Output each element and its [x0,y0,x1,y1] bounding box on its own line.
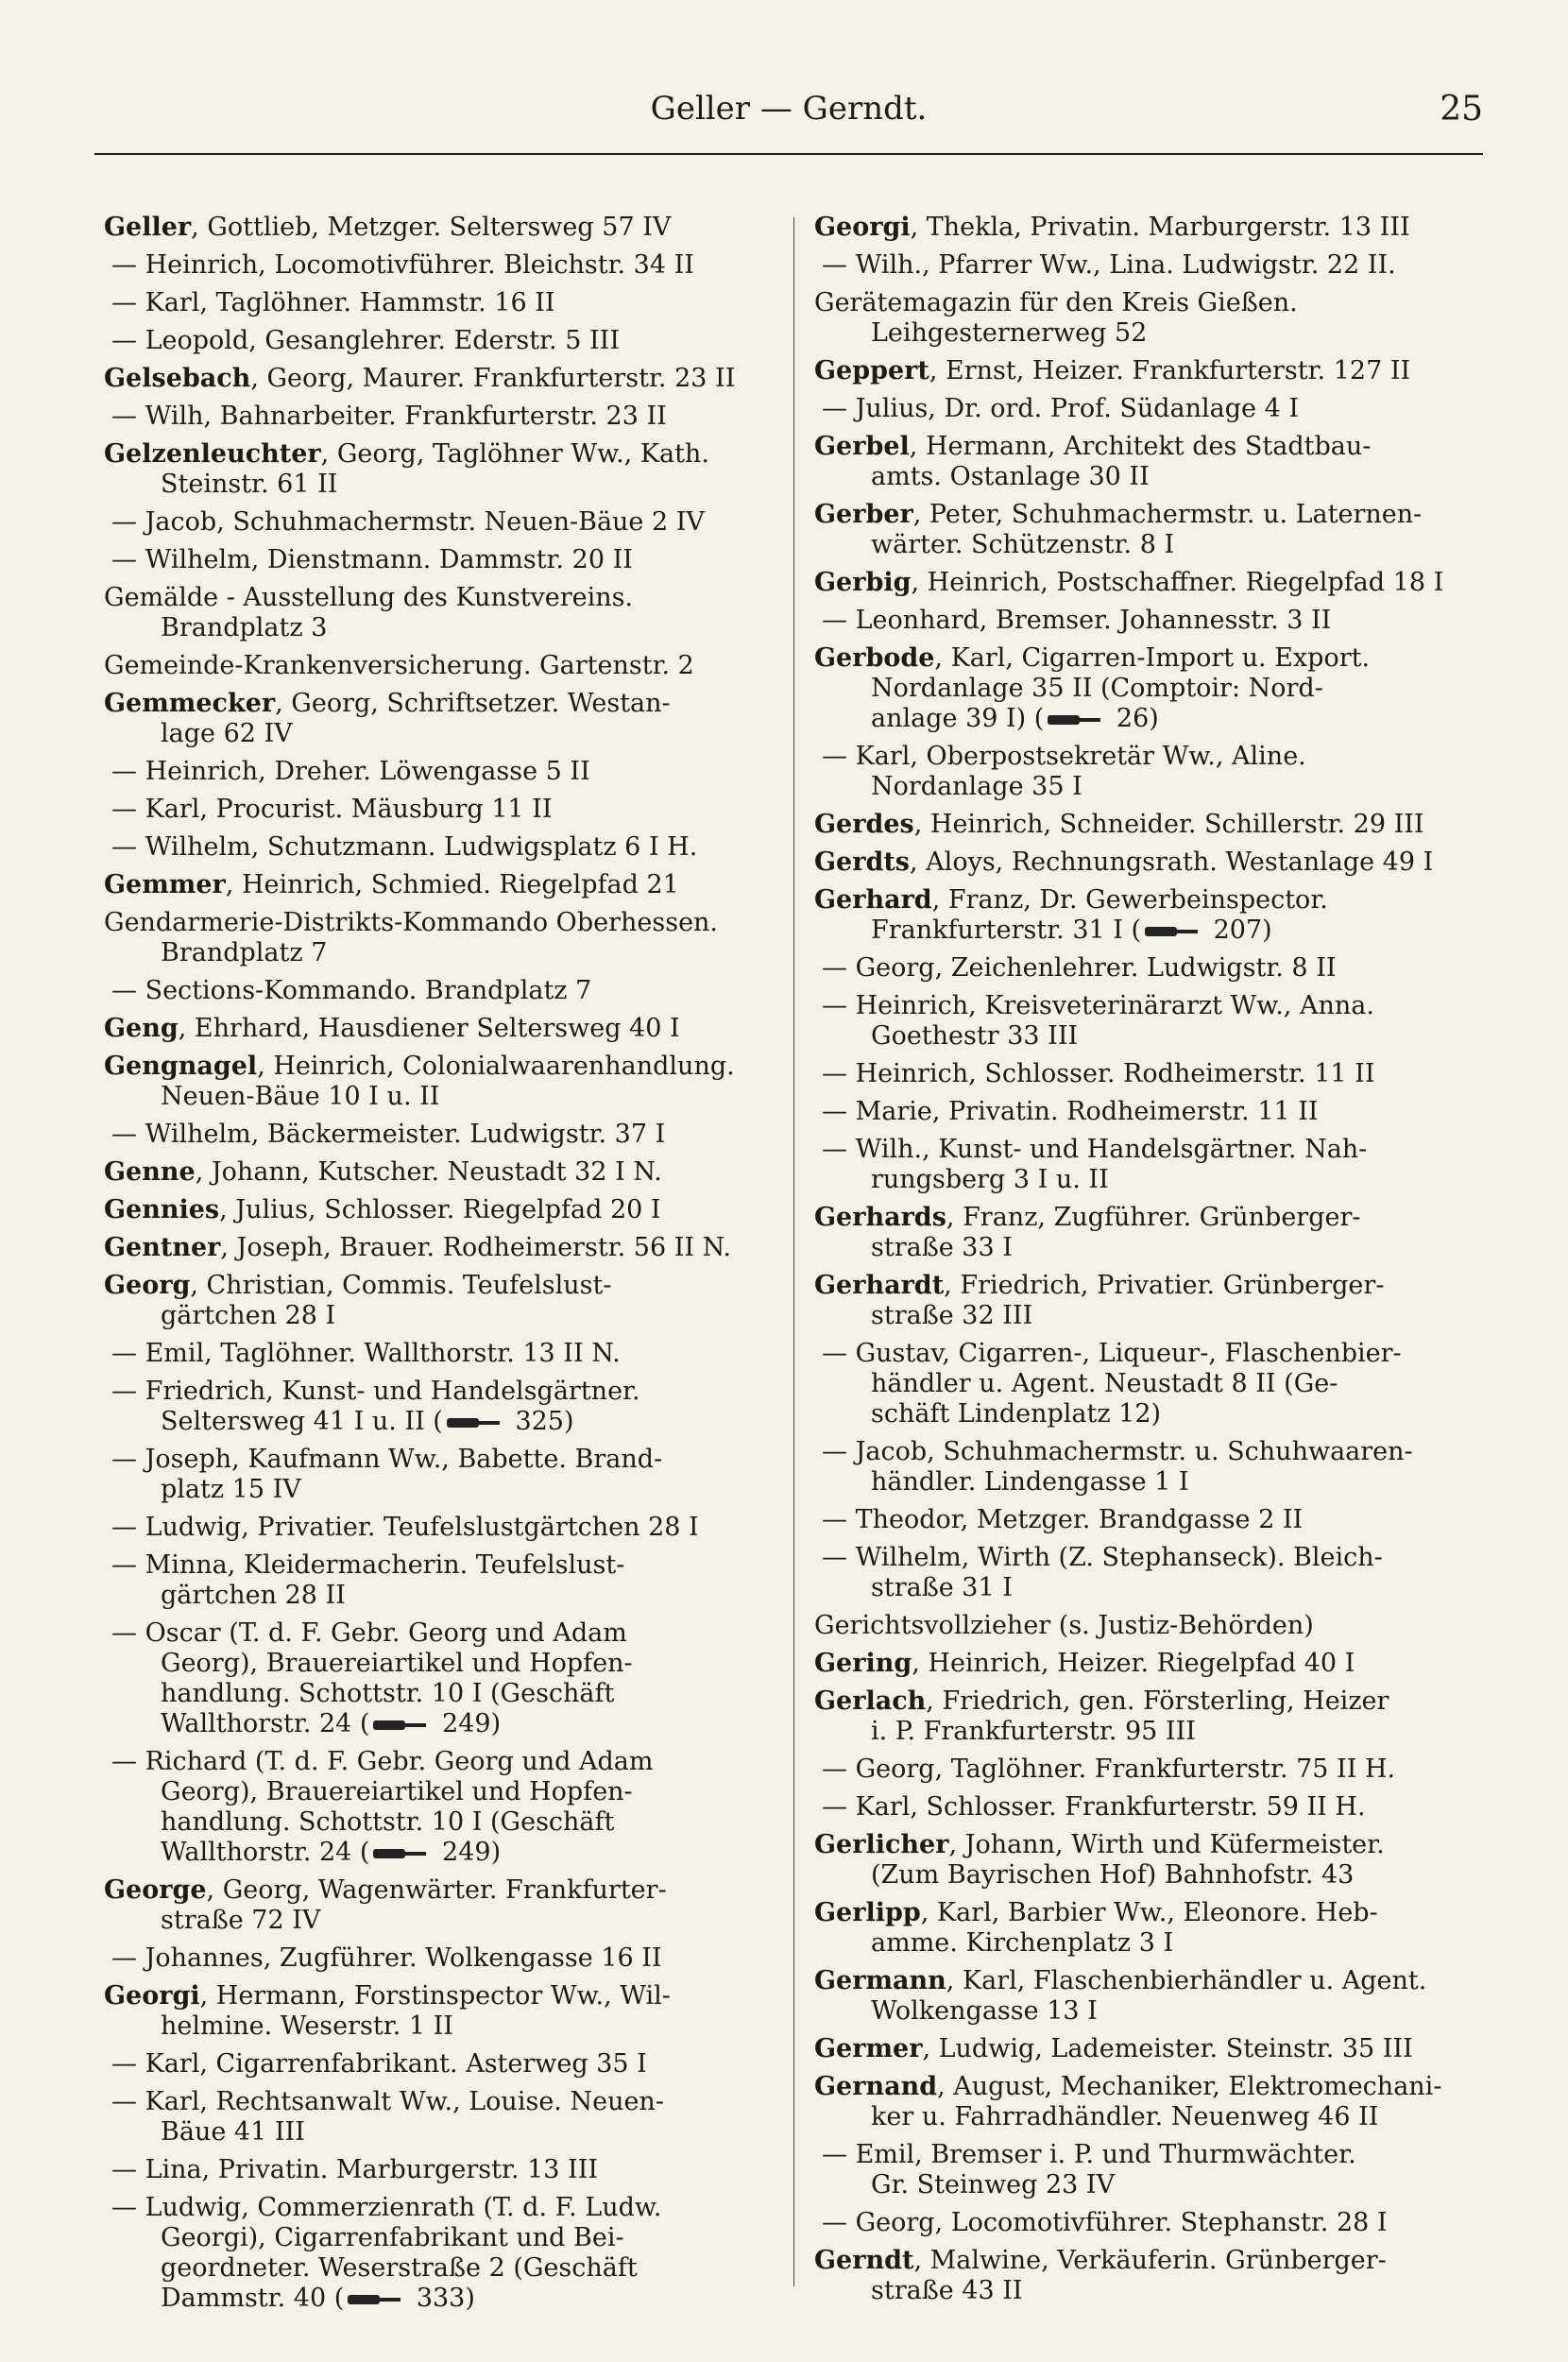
entry-line: — Heinrich, Locomotivführer. Bleichstr. 34 II [111,250,694,280]
directory-entry [104,757,770,787]
entry-line: Nordanlage 35 I [871,772,1082,801]
directory-entry [814,606,1480,636]
directory-entry [104,1747,770,1868]
entry-name: Gelsebach [104,364,251,393]
directory-entry [814,1135,1480,1195]
entry-line: Gerhard, Franz, Dr. Gewerbeinspector. [814,885,1328,915]
entry-name: Gengnagel [104,1052,258,1081]
directory-entry [104,1981,770,2042]
entry-line: Gerätemagazin für den Kreis Gießen. [814,288,1298,317]
entry-line: — Karl, Procurist. Mäusburg 11 II [111,795,553,824]
directory-entry [104,250,770,281]
entry-line: platz 15 IV [161,1475,301,1504]
entry-line: Goethestr 33 III [871,1021,1079,1051]
entry-line: Gemälde - Ausstellung des Kunstvereins. [104,583,634,612]
directory-entry [104,908,770,968]
directory-entry [104,583,770,643]
entry-line: Geppert, Ernst, Heizer. Frankfurterstr. 127 II [814,356,1411,385]
entry-line: — Karl, Oberpostsekretär Ww., Aline. [822,742,1306,771]
entry-name: Gerndt [814,2246,914,2275]
entry-name: Gerbig [814,568,912,597]
entry-name: Gentner [104,1233,221,1262]
directory-entry [814,1792,1480,1823]
directory-entry [814,1543,1480,1603]
entry-line: — Minna, Kleidermacherin. Teufelslust- [111,1550,625,1580]
entry-line: Gennies, Julius, Schlosser. Riegelpfad 20 I [104,1195,661,1224]
entry-name: Gering [814,1649,912,1678]
entry-line: händler. Lindengasse 1 I [871,1467,1189,1497]
entry-line: — Julius, Dr. ord. Prof. Südanlage 4 I [822,394,1300,423]
entry-line: George, Georg, Wagenwärter. Frankfurter- [104,1875,667,1905]
directory-entry [814,568,1480,598]
entry-line: Gerbode, Karl, Cigarren-Import u. Export. [814,643,1371,673]
directory-entry [104,288,770,318]
entry-line: Georg), Brauereiartikel und Hopfen- [161,1777,633,1806]
entry-line: Germann, Karl, Flaschenbierhändler u. Agent. [814,1966,1427,1995]
entry-line: straße 32 III [871,1301,1033,1330]
entry-line: ker u. Fahrradhändler. Neuenweg 46 II [871,2102,1379,2131]
entry-line: — Georg, Locomotivführer. Stephanstr. 28 I [822,2208,1388,2237]
entry-name: Gerlach [814,1686,927,1716]
entry-name: Gemmer [104,870,226,899]
directory-entry [814,2072,1480,2132]
entry-line: Leihgesternerweg 52 [871,318,1148,348]
entry-line: — Wilh., Kunst- und Handelsgärtner. Nah- [822,1135,1368,1164]
directory-entry [814,2140,1480,2200]
entry-line: amme. Kirchenplatz 3 I [871,1928,1174,1958]
entry-line: straße 72 IV [161,1906,321,1935]
entry-line: Neuen-Bäue 10 I u. II [161,1082,440,1111]
directory-entry [814,1437,1480,1498]
entry-line: schäft Lindenplatz 12) [871,1399,1162,1429]
entry-line: straße 43 II [871,2276,1023,2305]
entry-line: — Wilhelm, Wirth (Z. Stephanseck). Bleich- [822,1543,1383,1572]
directory-entry [814,991,1480,1052]
entry-line: Wallthorstr. 24 ( 249) [161,1709,502,1738]
directory-entry [814,1505,1480,1535]
entry-name: Gerdes [814,810,914,839]
directory-entry [104,1445,770,1505]
entry-line: Gerdes, Heinrich, Schneider. Schillerstr. 29 III [814,810,1424,839]
directory-entry [814,500,1480,560]
entry-line: Bäue 41 III [161,2117,305,2147]
directory-entry [104,1339,770,1369]
entry-line: Georgi, Thekla, Privatin. Marburgerstr. 13 III [814,213,1410,242]
entry-line: — Leopold, Gesanglehrer. Ederstr. 5 III [111,326,620,355]
directory-entry [104,402,770,432]
directory-entry [104,976,770,1006]
entry-line: — Wilhelm, Dienstmann. Dammstr. 20 II [111,545,633,574]
page-number: 25 [1440,90,1483,128]
right-column [814,213,1480,2314]
entry-line: — Emil, Bremser i. P. und Thurmwächter. [822,2140,1356,2169]
entry-name: Gennies [104,1195,220,1224]
directory-entry [814,2208,1480,2238]
directory-entry [814,885,1480,946]
directory-entry [104,1875,770,1936]
directory-entry [104,326,770,356]
directory-entry [104,1513,770,1543]
page-header [94,90,1483,146]
entry-line: Gemmecker, Georg, Schriftsetzer. Westan- [104,689,671,718]
directory-entry [104,1271,770,1331]
entry-line: Wolkengasse 13 I [871,1996,1098,2026]
entry-name: Geng [104,1014,179,1043]
entry-line: Gr. Steinweg 23 IV [871,2170,1116,2199]
directory-entry [104,795,770,825]
entry-line: Gerichtsvollzieher (s. Justiz-Behörden) [814,1611,1314,1640]
entry-name: Gerdts [814,847,911,877]
entry-line: — Ludwig, Privatier. Teufelslustgärtchen 28 I [111,1513,699,1542]
entry-line: Gelzenleuchter, Georg, Taglöhner Ww., Kath. [104,439,709,469]
entry-line: Gentner, Joseph, Brauer. Rodheimerstr. 56 II N. [104,1233,732,1262]
directory-entry [814,288,1480,349]
directory-entry [104,2087,770,2148]
entry-name: Georgi [104,1981,200,2011]
entry-line: — Georg, Zeichenlehrer. Ludwigstr. 8 II [822,953,1337,983]
entry-line: — Heinrich, Dreher. Löwengasse 5 II [111,757,590,786]
directory-entry [814,1271,1480,1331]
directory-entry [104,1233,770,1263]
directory-entry [814,1611,1480,1641]
directory-entry [814,643,1480,734]
entry-name: Gerbode [814,643,935,673]
entry-line: handlung. Schottstr. 10 I (Geschäft [161,1807,615,1837]
directory-entry [104,364,770,394]
entry-line: Dammstr. 40 ( 333) [161,2284,475,2313]
entry-line: Gelsebach, Georg, Maurer. Frankfurterstr. 23 II [104,364,736,393]
entry-line: Gendarmerie-Distrikts-Kommando Oberhessen. [104,908,719,937]
entry-line: Gernand, August, Mechaniker, Elektromechani- [814,2072,1442,2101]
directory-entry [814,1339,1480,1429]
entry-line: Brandplatz 3 [161,613,328,642]
directory-entry [104,213,770,243]
directory-entry [104,2155,770,2185]
entry-line: — Karl, Taglöhner. Hammstr. 16 II [111,288,555,317]
entry-line: Gerdts, Aloys, Rechnungsrath. Westanlage 49 I [814,847,1434,877]
entry-line: Geng, Ehrhard, Hausdiener Seltersweg 40 I [104,1014,680,1043]
directory-entry [814,394,1480,424]
entry-line: Germer, Ludwig, Lademeister. Steinstr. 35 III [814,2034,1413,2063]
directory-entry [104,439,770,500]
directory-entry [814,432,1480,492]
telephone-hand-icon [373,1846,430,1861]
entry-line: händler u. Agent. Neustadt 8 II (Ge- [871,1369,1338,1398]
entry-line: — Oscar (T. d. F. Gebr. Georg und Adam [111,1618,627,1648]
entry-line: Geller, Gottlieb, Metzger. Seltersweg 57 IV [104,213,672,242]
directory-entry [814,1966,1480,2027]
entry-line: Gering, Heinrich, Heizer. Riegelpfad 40 I [814,1649,1355,1678]
entry-name: Gerlicher [814,1830,949,1859]
entry-line: Gerlipp, Karl, Barbier Ww., Eleonore. Heb- [814,1898,1378,1927]
entry-line: helmine. Weserstr. 1 II [161,2011,453,2041]
directory-entry [814,250,1480,281]
entry-line: — Gustav, Cigarren-, Liqueur-, Flaschenbier- [822,1339,1402,1368]
entry-line: gärtchen 28 II [161,1581,346,1610]
entry-line: Gerlach, Friedrich, gen. Försterling, Heizer [814,1686,1389,1716]
entry-line: — Lina, Privatin. Marburgerstr. 13 III [111,2155,599,2184]
entry-line: Gerlicher, Johann, Wirth und Küfermeister. [814,1830,1385,1859]
entry-name: Georgi [814,213,911,242]
entry-line: rungsberg 3 I u. II [871,1165,1109,1194]
directory-entry [814,1898,1480,1959]
directory-entry [814,2034,1480,2064]
entry-line: — Emil, Taglöhner. Wallthorstr. 13 II N. [111,1339,621,1368]
entry-line: geordneter. Weserstraße 2 (Geschäft [161,2253,638,2283]
header-rule [94,153,1483,155]
column-rule [793,217,794,2286]
directory-entry [814,742,1480,802]
entry-line: — Theodor, Metzger. Brandgasse 2 II [822,1505,1304,1534]
entry-line: Seltersweg 41 I u. II ( 325) [161,1407,574,1436]
header-title: Geller — Gerndt. [650,90,928,128]
entry-name: Germer [814,2034,923,2063]
entry-line: Genne, Johann, Kutscher. Neustadt 32 I N. [104,1157,662,1187]
telephone-hand-icon [1048,712,1104,727]
entry-line: — Wilhelm, Schutzmann. Ludwigsplatz 6 I H. [111,832,698,862]
directory-entry [104,2193,770,2314]
directory-entry [814,1754,1480,1785]
directory-entry [104,507,770,538]
entry-line: Gemeinde-Krankenversicherung. Gartenstr. 2 [104,651,694,680]
entry-line: — Karl, Cigarrenfabrikant. Asterweg 35 I [111,2049,647,2079]
entry-line: Nordanlage 35 II (Comptoir: Nord- [871,674,1323,703]
entry-name: Gerhardt [814,1271,945,1300]
entry-line: straße 31 I [871,1573,1013,1602]
directory-entry [814,2246,1480,2306]
entry-name: Gerlipp [814,1898,921,1927]
entry-line: Gerndt, Malwine, Verkäuferin. Grünberger- [814,2246,1387,2275]
entry-line: Gerbig, Heinrich, Postschaffner. Riegelpfad 18 I [814,568,1444,597]
entry-line: Gerhards, Franz, Zugführer. Grünberger- [814,1203,1361,1232]
directory-entry [104,1618,770,1739]
directory-entry [104,1157,770,1188]
entry-line: Georgi, Hermann, Forstinspector Ww., Wil- [104,1981,671,2011]
telephone-hand-icon [447,1415,503,1430]
entry-name: George [104,1875,207,1905]
entry-line: Wallthorstr. 24 ( 249) [161,1838,502,1867]
entry-line: straße 33 I [871,1233,1013,1262]
entry-line: — Johannes, Zugführer. Wolkengasse 16 II [111,1943,662,1973]
entry-line: — Joseph, Kaufmann Ww., Babette. Brand- [111,1445,663,1474]
entry-line: Georgi), Cigarrenfabrikant und Bei- [161,2223,624,2252]
directory-entry [814,356,1480,386]
entry-line: — Wilh., Pfarrer Ww., Lina. Ludwigstr. 22 II. [822,250,1396,280]
directory-entry [104,651,770,681]
entry-line: — Wilh, Bahnarbeiter. Frankfurterstr. 23 II [111,402,667,431]
entry-line: — Sections-Kommando. Brandplatz 7 [111,976,592,1005]
entry-line: handlung. Schottstr. 10 I (Geschäft [161,1679,615,1708]
directory-entry [814,1097,1480,1127]
entry-line: lage 62 IV [161,719,293,748]
entry-name: Geppert [814,356,929,385]
entry-line: Gerber, Peter, Schuhmachermstr. u. Laternen- [814,500,1423,529]
entry-line: anlage 39 I) ( 26) [871,704,1159,733]
entry-line: — Ludwig, Commerzienrath (T. d. F. Ludw. [111,2193,662,2222]
directory-entry [814,953,1480,984]
entry-name: Genne [104,1157,196,1187]
entry-line: — Leonhard, Bremser. Johannesstr. 3 II [822,606,1332,635]
entry-line: — Marie, Privatin. Rodheimerstr. 11 II [822,1097,1319,1126]
entry-line: Gerbel, Hermann, Architekt des Stadtbau- [814,432,1372,461]
directory-entry [104,1120,770,1150]
directory-entry [104,832,770,863]
entry-name: Geller [104,213,192,242]
entry-line: Brandplatz 7 [161,938,328,967]
directory-entry [104,1550,770,1611]
directory-entry [814,810,1480,840]
entry-line: Gengnagel, Heinrich, Colonialwaarenhandlung. [104,1052,735,1081]
entry-name: Gerhard [814,885,932,915]
entry-line: Frankfurterstr. 31 I ( 207) [871,916,1272,945]
directory-entry [814,213,1480,243]
directory-entry [104,870,770,900]
entry-name: Gerber [814,500,913,529]
directory-entry [104,689,770,749]
directory-entry [814,1203,1480,1263]
directory-entry [104,1943,770,1974]
telephone-hand-icon [348,2292,404,2307]
directory-entry [104,1195,770,1225]
entry-name: Georg [104,1271,191,1300]
entry-line: — Richard (T. d. F. Gebr. Georg und Adam [111,1747,654,1776]
directory-entry [814,1686,1480,1747]
directory-entry [104,1052,770,1112]
entry-line: — Karl, Schlosser. Frankfurterstr. 59 II H. [822,1792,1366,1822]
directory-entry [104,1377,770,1437]
entry-line: i. P. Frankfurterstr. 95 III [871,1717,1196,1746]
entry-name: Gelzenleuchter [104,439,321,469]
entry-name: Gerhards [814,1203,946,1232]
entry-line: — Jacob, Schuhmachermstr. u. Schuhwaaren- [822,1437,1413,1466]
entry-line: Gerhardt, Friedrich, Privatier. Grünberger- [814,1271,1385,1300]
entry-line: — Heinrich, Schlosser. Rodheimerstr. 11 II [822,1059,1375,1088]
entry-line: (Zum Bayrischen Hof) Bahnhofstr. 43 [871,1860,1355,1890]
left-column [104,213,770,2321]
entry-line: Georg, Christian, Commis. Teufelslust- [104,1271,612,1300]
directory-entry [814,1830,1480,1891]
directory-entry [814,1059,1480,1089]
entry-line: Steinstr. 61 II [161,470,338,499]
telephone-hand-icon [1145,924,1202,939]
directory-entry [104,1014,770,1044]
entry-line: — Jacob, Schuhmachermstr. Neuen-Bäue 2 IV [111,507,705,537]
entry-line: — Georg, Taglöhner. Frankfurterstr. 75 II H. [822,1754,1396,1784]
directory-entry [814,847,1480,878]
entry-line: — Friedrich, Kunst- und Handelsgärtner. [111,1377,640,1406]
entry-line: — Karl, Rechtsanwalt Ww., Louise. Neuen- [111,2087,664,2116]
entry-line: Georg), Brauereiartikel und Hopfen- [161,1649,633,1678]
entry-line: — Heinrich, Kreisveterinärarzt Ww., Anna. [822,991,1374,1020]
entry-name: Gemmecker [104,689,276,718]
directory-entry [814,1649,1480,1679]
directory-entry [104,545,770,575]
entry-name: Gernand [814,2072,938,2101]
entry-line: amts. Ostanlage 30 II [871,462,1150,491]
entry-line: Gemmer, Heinrich, Schmied. Riegelpfad 21 [104,870,679,899]
telephone-hand-icon [373,1718,430,1733]
entry-name: Germann [814,1966,946,1995]
entry-line: — Wilhelm, Bäckermeister. Ludwigstr. 37 I [111,1120,666,1149]
entry-line: wärter. Schützenstr. 8 I [871,530,1175,559]
entry-line: gärtchen 28 I [161,1301,336,1330]
entry-name: Gerbel [814,432,910,461]
directory-entry [104,2049,770,2080]
